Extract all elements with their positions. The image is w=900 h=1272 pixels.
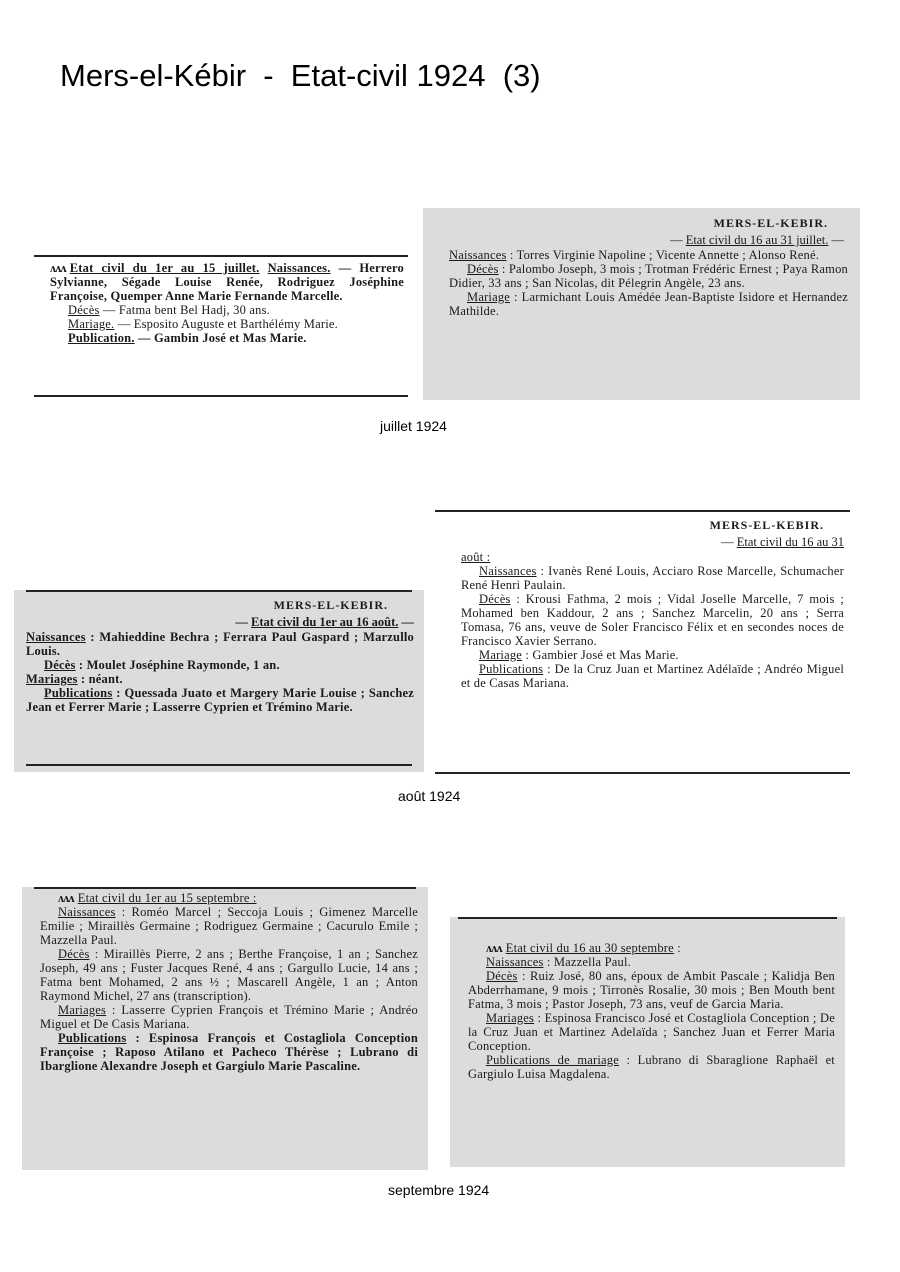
births-text: : Mahieddine Bechra ; Ferrara Paul Gaspard ; Marzullo Louis. — [26, 630, 414, 658]
births-label: Naissances. — [267, 261, 331, 275]
marriages-label: Mariages — [58, 1003, 107, 1017]
ornament-mark: ʌʌʌ — [486, 941, 502, 955]
place-heading: MERS-EL-KEBIR. — [709, 518, 824, 532]
bottom-rule — [26, 764, 412, 766]
marriage-text: — Esposito Auguste et Barthélémy Marie. — [117, 317, 338, 331]
ornament-mark: ʌʌʌ — [50, 261, 66, 275]
month-label-september: septembre 1924 — [388, 1182, 490, 1198]
clipping-heading-tail: : — [677, 941, 681, 955]
marriages-text: : néant. — [80, 672, 123, 686]
deaths-label: Décès — [486, 969, 518, 983]
marriages-label: Mariages — [486, 1011, 535, 1025]
clipping-september-16-30 — [450, 917, 845, 1167]
marriages-label: Mariages — [26, 672, 78, 686]
clipping-july-1-15 — [34, 255, 408, 397]
month-label-july: juillet 1924 — [380, 418, 447, 434]
deaths-label: Décès — [68, 303, 100, 317]
births-text: : Roméo Marcel ; Seccoja Louis ; Gimenez Marcelle Emilie ; Miraillès Germaine ; Rodriguez Germaine ; Cacurulo Emile ; Mazzella Paul. — [40, 905, 418, 947]
clipping-heading: Etat civil du 16 au 30 septembre — [505, 941, 674, 955]
publications-label: Publications — [44, 686, 113, 700]
births-text: : Ivanès René Louis, Acciaro Rose Marcelle, Schumacher René Henri Paulain. — [461, 564, 844, 592]
deaths-text: : Ruiz José, 80 ans, époux de Ambit Pascale ; Kalidja Ben Abderrhamane, 9 mois ; Tirronès Rosalie, 30 mois ; Ben Mouth bent Fatma, 3 mois ; Pastor Joseph, 73 ans, veuf de Garcia Maria. — [468, 969, 836, 1011]
marriages-text: : Lasserre Cyprien François et Trémino Marie ; Andréo Miguel et De Casis Mariana. — [40, 1003, 418, 1031]
publications-text: : Lubrano di Sbaraglione Raphaël et Gargiulo Luisa Magdalena. — [468, 1053, 835, 1081]
publication-label: Publication. — [68, 331, 135, 345]
bottom-rule — [435, 772, 850, 774]
publications-label: Publications de mariage — [486, 1053, 619, 1067]
marriage-label: Mariage — [467, 290, 511, 304]
clipping-heading: Etat civil du 1er au 15 septembre : — [77, 891, 257, 905]
deaths-text: : Miraillès Pierre, 2 ans ; Berthe Françoise, 1 an ; Sanchez Joseph, 49 ans ; Fuster Jacques René, 4 ans ; Gargullo Lucie, 14 ans ; Fatma bent Mohamed, 2 ans ½ ; Mascarell Angèle, 1 an ; Anton Raymond Michel, 27 ans (transcription). — [40, 947, 419, 1003]
publications-label: Publications — [479, 662, 544, 676]
clipping-september-1-15 — [22, 887, 428, 1170]
births-label: Naissances — [26, 630, 86, 644]
marriages-text: : Espinosa Francisco José et Costagliola Conception ; De la Cruz Juan et Martinez Adelaïda ; Sanchez Juan et Ferrer Maria Conception. — [468, 1011, 835, 1053]
deaths-label: Décès — [479, 592, 511, 606]
births-label: Naissances — [486, 955, 544, 969]
deaths-text: : Krousi Fathma, 2 mois ; Vidal Joselle Marcelle, 7 mois ; Mohamed ben Kaddour, 2 ans ; Sanchez Marcelin, 20 ans ; Serra Tomasa, 76 ans, veuve de Soler Francisco Félix et en secondes noces de Francisco Xavier Serrano. — [461, 592, 844, 648]
births-text: : Torres Virginie Napoline ; Vicente Annette ; Alonso René. — [509, 248, 820, 262]
publications-text: : Quessada Juato et Margery Marie Louise ; Sanchez Jean et Ferrer Marie ; Lasserre Cyprien et Trémino Marie. — [26, 686, 415, 714]
publications-label: Publications — [58, 1031, 127, 1045]
marriage-text: : Larmichant Louis Amédée Jean-Baptiste Isidore et Hernandez Mathilde. — [449, 290, 849, 318]
place-heading: MERS-EL-KEBIR. — [273, 598, 388, 612]
publication-text: — Gambin José et Mas Marie. — [137, 331, 307, 345]
clipping-heading: Etat civil du 16 au 31 juillet. — [685, 233, 829, 247]
clipping-august-1-16: MERS-EL-KEBIR. — Etat civil du 1er au 16 août. — Naissances : Mahieddine Bechra ; Ferrara Paul Gaspard ; Marzullo Louis. Décès : Moulet Joséphine Raymonde, 1 an. Mariages : néant. Publications : Quessada Juato et Margery Marie Louise ; Sanchez Jean et Ferrer Marie ; Lasserre Cyprien et Trémino Marie. — [14, 590, 424, 772]
births-text: — Herrero Sylvianne, Ségade Louise Renée, Rodriguez Joséphine Françoise, Quemper Anne Marie Fernande Marcelle. — [50, 261, 405, 303]
deaths-label: Décès — [58, 947, 90, 961]
page-title: Mers-el-Kébir - Etat-civil 1924 (3) — [60, 58, 541, 93]
marriage-label: Mariage — [479, 648, 523, 662]
place-heading: MERS-EL-KEBIR. — [713, 216, 828, 230]
births-label: Naissances — [449, 248, 507, 262]
deaths-label: Décès — [44, 658, 76, 672]
deaths-text: — Fatma bent Bel Hadj, 30 ans. — [102, 303, 270, 317]
marriage-text: : Gambier José et Mas Marie. — [525, 648, 679, 662]
clipping-july-16-31: MERS-EL-KEBIR. — Etat civil du 16 au 31 juillet. — Naissances : Torres Virginie Napoline ; Vicente Annette ; Alonso René. Décès : Palombo Joseph, 3 mois ; Trotman Frédéric Ernest ; Paya Ramon Didier, 33 ans ; San Nicolas, dit Pélegrin Angèle, 23 ans. Mariage : Larmichant Louis Amédée Jean-Baptiste Isidore et Hernandez Mathilde. — [423, 208, 860, 400]
deaths-label: Décès — [467, 262, 499, 276]
deaths-text: : Moulet Joséphine Raymonde, 1 an. — [78, 658, 280, 672]
clipping-heading: Etat civil du 1er au 16 août. — [251, 615, 399, 629]
clipping-heading-cont: août : — [461, 550, 491, 564]
births-text: : Mazzella Paul. — [546, 955, 631, 969]
births-label: Naissances — [479, 564, 537, 578]
clipping-heading: Etat civil du 1er au 15 juillet. — [69, 261, 260, 275]
clipping-august-16-31: MERS-EL-KEBIR. — Etat civil du 16 au 31 août : Naissances : Ivanès René Louis, Acciaro Rose Marcelle, Schumacher René Henri Paulain. Décès : Krousi Fathma, 2 mois ; Vidal Joselle Marcelle, 7 mois ; Mohamed ben Kaddour, 2 ans ; Sanchez Marcelin, 20 ans ; Serra Tomasa, 76 ans, veuve de Soler Francisco Félix et en secondes noces de Francisco Xavier Serrano. Mariage : Gambier José et Mas Marie. Publications : De la Cruz Juan et Martinez Adélaïde ; Andréo Miguel et de Casas Mariana. — [435, 510, 850, 774]
month-label-august: août 1924 — [398, 788, 461, 804]
births-label: Naissances — [58, 905, 116, 919]
publications-text: : De la Cruz Juan et Martinez Adélaïde ; Andréo Miguel et de Casas Mariana. — [461, 662, 844, 690]
deaths-text: : Palombo Joseph, 3 mois ; Trotman Frédéric Ernest ; Paya Ramon Didier, 33 ans ; San Nicolas, dit Pélegrin Angèle, 23 ans. — [449, 262, 848, 290]
publications-text: : Espinosa François et Costagliola Conception Françoise ; Raposo Atilano et Pacheco Thérèse ; Lubrano di Ibarglione Alexandre Joseph et Gargiulo Marie Pascaline. — [40, 1031, 418, 1073]
marriage-label: Mariage. — [68, 317, 115, 331]
bottom-rule — [34, 395, 408, 397]
clipping-heading: Etat civil du 16 au 31 — [736, 535, 844, 549]
ornament-mark: ʌʌʌ — [58, 891, 74, 905]
